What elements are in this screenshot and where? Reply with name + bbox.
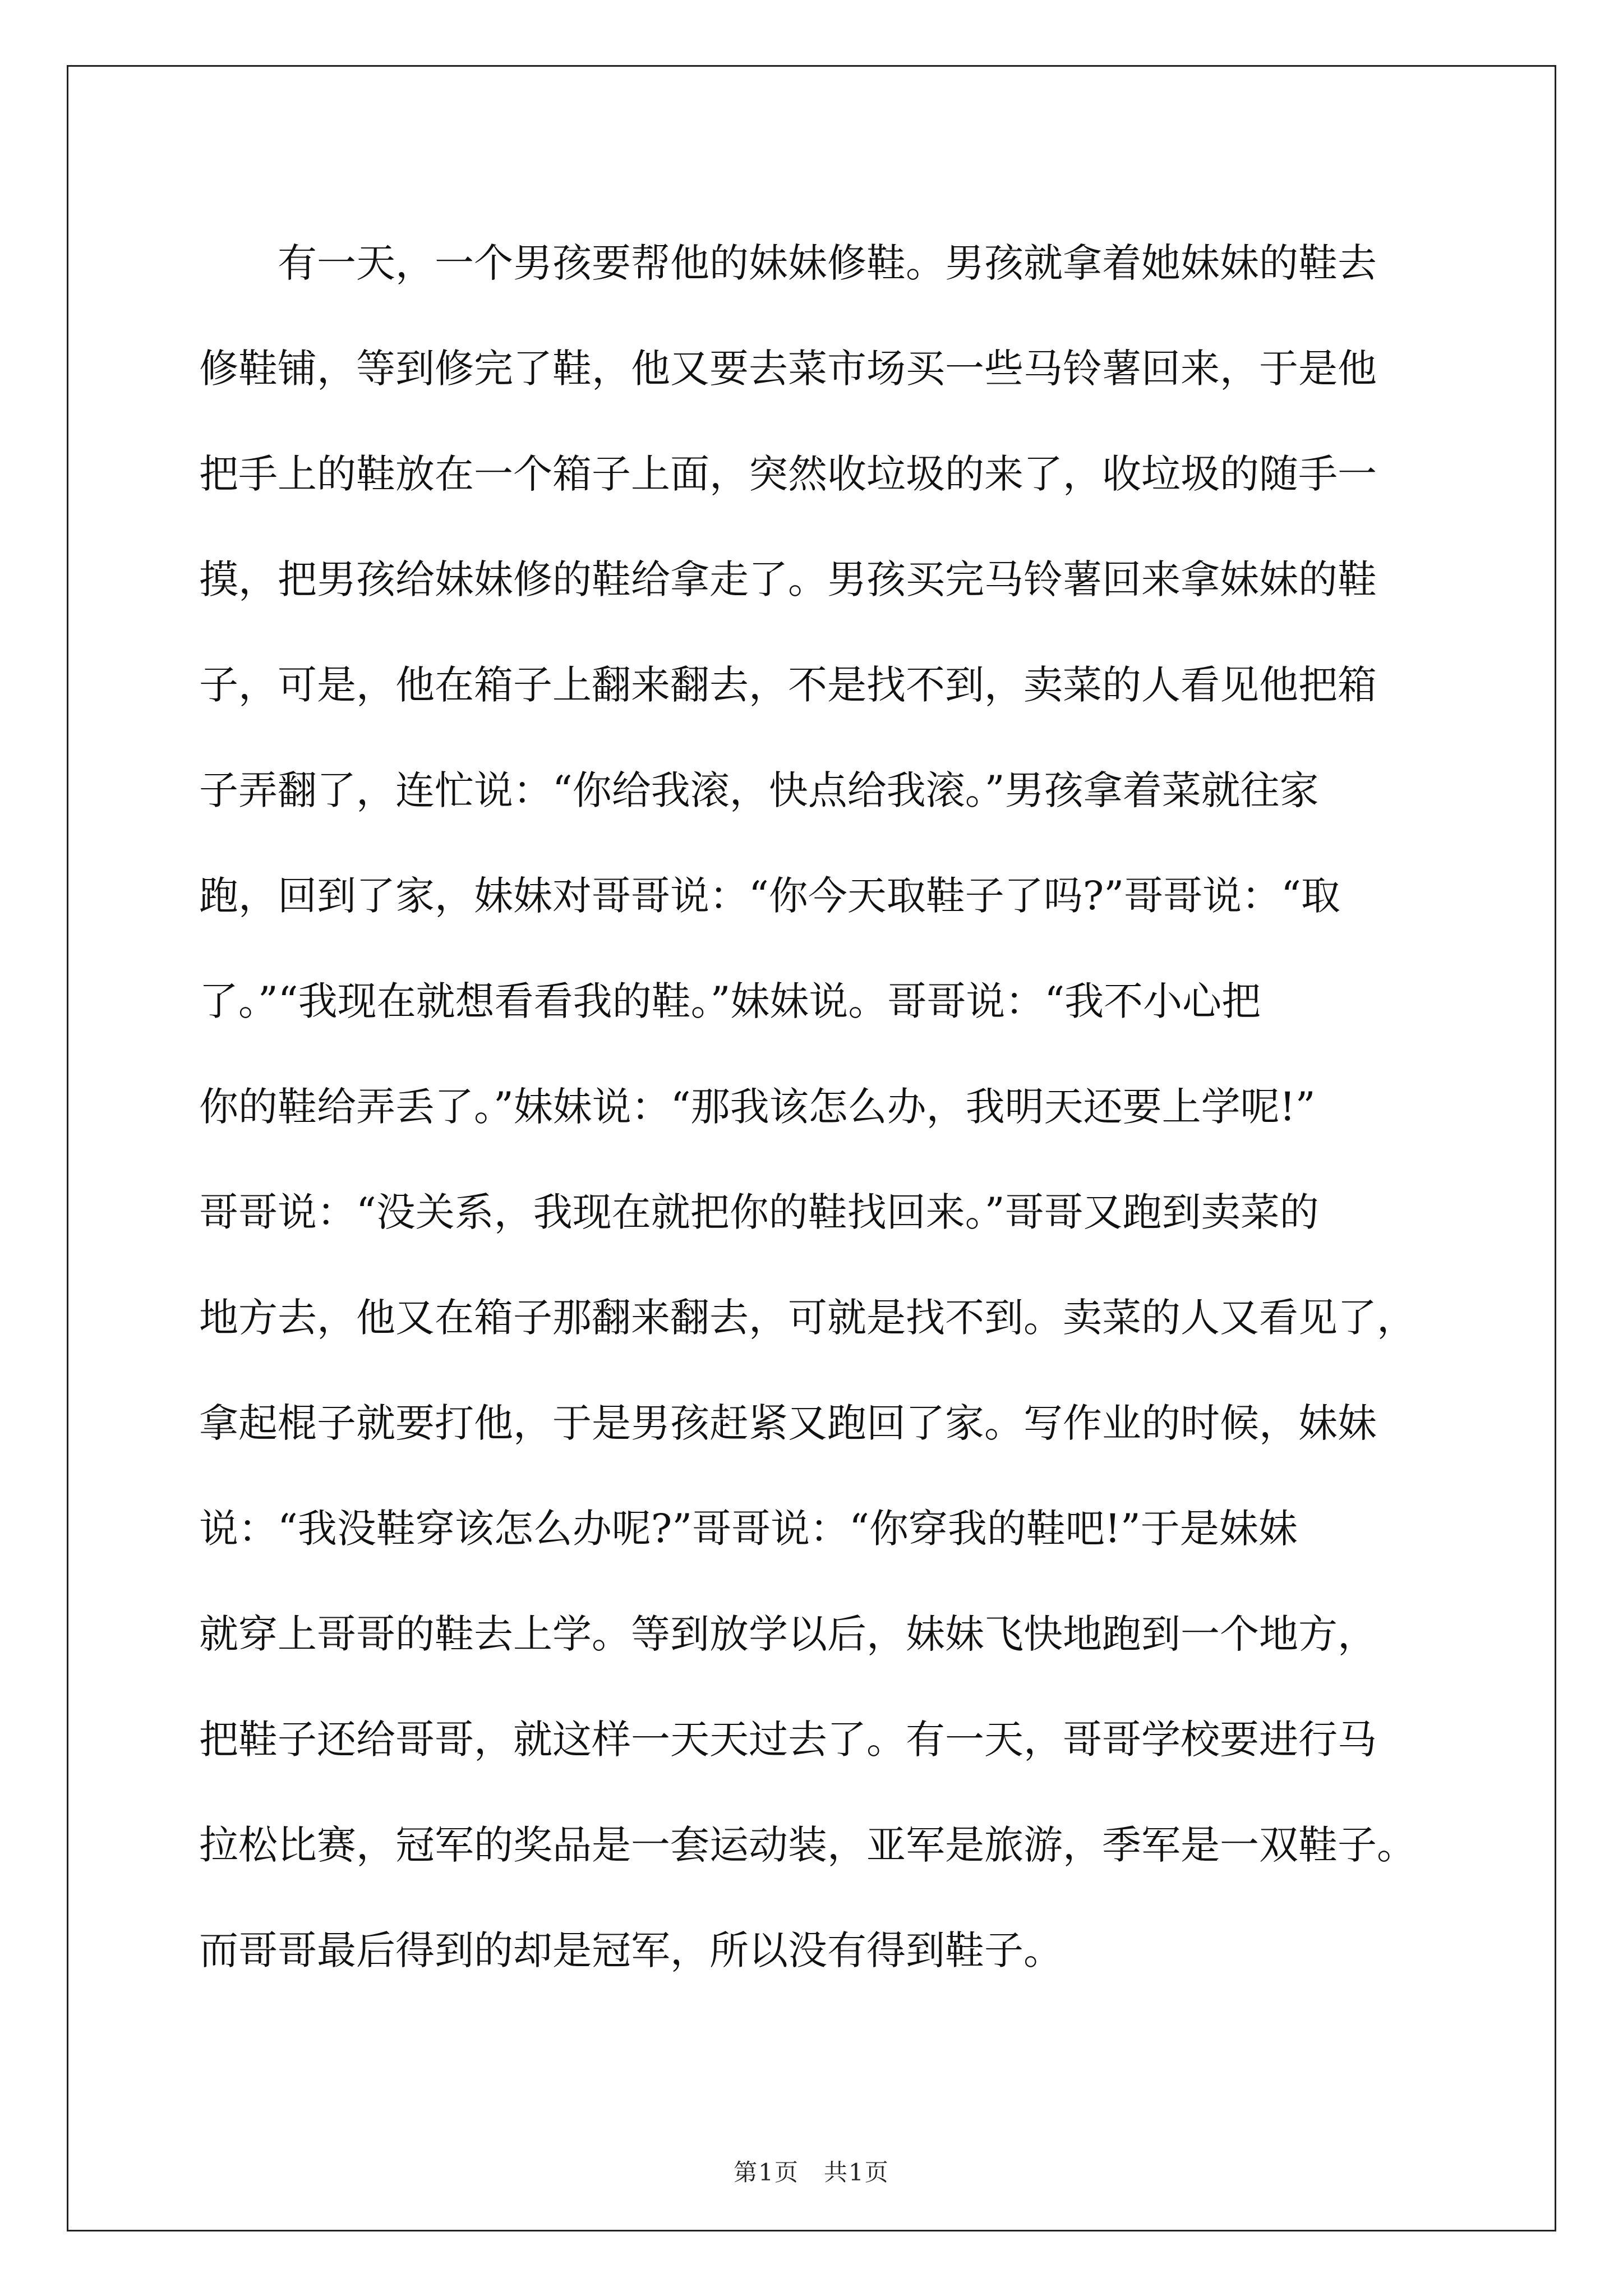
paragraph-line: 哥哥说：“没关系，我现在就把你的鞋找回来。”哥哥又跑到卖菜的 [199,1189,1319,1235]
paragraph-line: 把鞋子还给哥哥，就这样一天天过去了。有一天，哥哥学校要进行马 [199,1717,1377,1763]
paragraph-line: 你的鞋给弄丢了。”妹妹说：“那我该怎么办，我明天还要上学呢!” [199,1084,1316,1130]
paragraph-line: 子，可是，他在箱子上翻来翻去，不是找不到，卖菜的人看见他把箱 [199,662,1377,708]
paragraph-line: 了。”“我现在就想看看我的鞋。”妹妹说。哥哥说：“我不小心把 [199,978,1261,1024]
paragraph-line: 地方去，他又在箱子那翻来翻去，可就是找不到。卖菜的人又看见了， [199,1295,1416,1341]
paragraph-line: 就穿上哥哥的鞋去上学。等到放学以后，妹妹飞快地跑到一个地方， [199,1611,1377,1657]
story-paragraph [199,210,1437,2003]
page-number-footer: 第1页 共1页 [734,2159,889,2186]
paragraph-line: 跑，回到了家，妹妹对哥哥说：“你今天取鞋子了吗?”哥哥说：“取 [199,873,1340,919]
paragraph-line: 修鞋铺，等到修完了鞋，他又要去菜市场买一些马铃薯回来，于是他 [199,346,1377,392]
paragraph-line: 拉松比赛，冠军的奖品是一套运动装，亚军是旅游，季军是一双鞋子。 [199,1822,1416,1868]
paragraph-line: 有一天，一个男孩要帮他的妹妹修鞋。男孩就拿着她妹妹的鞋去 [278,240,1377,286]
paragraph-line: 把手上的鞋放在一个箱子上面，突然收垃圾的来了，收垃圾的随手一 [199,451,1377,497]
paragraph-line: 说：“我没鞋穿该怎么办呢?”哥哥说：“你穿我的鞋吧!”于是妹妹 [199,1506,1298,1552]
paragraph-line: 摸，把男孩给妹妹修的鞋给拿走了。男孩买完马铃薯回来拿妹妹的鞋 [199,556,1377,602]
paragraph-line: 子弄翻了，连忙说：“你给我滚，快点给我滚。”男孩拿着菜就往家 [199,767,1319,813]
paragraph-line: 而哥哥最后得到的却是冠军，所以没有得到鞋子。 [199,1927,1063,1973]
paragraph-line: 拿起棍子就要打他，于是男孩赶紧又跑回了家。写作业的时候，妹妹 [199,1400,1377,1446]
